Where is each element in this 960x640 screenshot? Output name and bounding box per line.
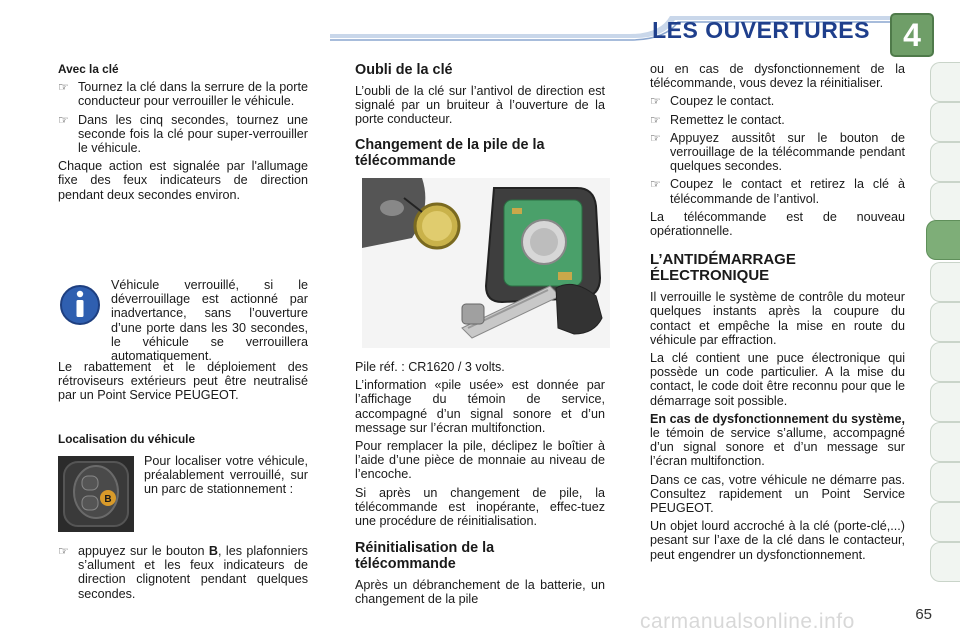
- reinit-step: [650, 177, 905, 205]
- chapter-tab[interactable]: [930, 182, 960, 222]
- chapter-tab[interactable]: [930, 142, 960, 182]
- chapter-tab[interactable]: [930, 262, 960, 302]
- battery-ref: Pile réf. : CR1620 / 3 volts.: [355, 360, 505, 374]
- finger-pointer-icon: ☞: [650, 177, 661, 192]
- immobiliser-text-4: Dans ce cas, votre véhicule ne démarre pas. Consultez rapidement un Point Service PEUGEOT.: [650, 472, 905, 516]
- immobiliser-text-5: Un objet lourd accroché à la clé (porte-clé,...) pesant sur l’axe de la clé dans le contacteur, peut engendrer un dysfonctionnement.: [650, 519, 905, 562]
- battery-text-1: L’information «pile usée» est donnée par l’affichage du témoin de service, accompagné d’un signal sonore et d’un message sur l’écran multifonction.: [355, 378, 605, 435]
- reinit-heading: Réinitialisation de la télécommande: [355, 540, 495, 573]
- battery-heading: Changement de la pile de la télécommande: [355, 136, 545, 169]
- immobiliser-text-2: La clé contient une puce électronique qui possède un code particulier. A la mise du contact, le code doit être reconnu pour que le démarrage soit possible.: [650, 351, 905, 408]
- chapter-tab[interactable]: [930, 302, 960, 342]
- finger-pointer-icon: ☞: [650, 112, 661, 127]
- left-column-top: [58, 62, 308, 206]
- finger-pointer-icon: ☞: [58, 80, 69, 95]
- reinit-done: La télécommande est de nouveau opérationnelle.: [650, 209, 905, 239]
- battery-text-3: Si après un changement de pile, la télécommande est inopérante, effec-tuez une procédure de réinitialisation.: [355, 485, 605, 529]
- step-text: Coupez le contact et retirez la clé à télécommande de l’antivol.: [670, 177, 905, 206]
- chapter-tab[interactable]: [930, 462, 960, 502]
- battery-text-2: Pour remplacer la pile, déclipez le boîtier à l’aide d’une pièce de monnaie au niveau de l’encoche.: [355, 439, 605, 482]
- bullet-text: Dans les cinq secondes, tournez une seconde fois la clé pour super-verrouiller le véhicule.: [78, 112, 308, 156]
- info-box: [111, 278, 308, 367]
- locate-text-box: [144, 454, 308, 501]
- locate-heading: Localisation du véhicule: [58, 432, 196, 446]
- key-bullet: [58, 113, 308, 156]
- step-text: Coupez le contact.: [670, 94, 775, 109]
- info-icon: [58, 283, 102, 327]
- key-bullet: [58, 80, 308, 108]
- mirrors-text: Le rabattement et le déploiement des rétroviseurs extérieurs peut être neutralisé par un Point Service PEUGEOT.: [58, 360, 308, 403]
- step-text: Remettez le contact.: [670, 112, 785, 127]
- chapter-tab[interactable]: [930, 62, 960, 102]
- chapter-tab[interactable]: [930, 422, 960, 462]
- key-heading: Avec la clé: [58, 62, 119, 76]
- chapter-number: 4: [903, 17, 921, 53]
- immobiliser-fault: En cas de dysfonctionnement du système, le témoin de service s’allume, accompagné d’un signal sonore et d’un message sur l’écran multifonction.: [650, 411, 905, 469]
- page-number: 65: [915, 606, 932, 623]
- finger-pointer-icon: ☞: [58, 544, 69, 558]
- chapter-tab[interactable]: [930, 542, 960, 582]
- key-note: Chaque action est signalée par l'allumage fixe des feux indicateurs de direction pendant deux secondes environ.: [58, 159, 308, 202]
- locate-text: Pour localiser votre véhicule, préalablement verrouillé, sur un parc de stationnement :: [144, 454, 308, 497]
- forgot-key-heading: Oubli de la clé: [355, 62, 453, 78]
- immobiliser-text-1: Il verrouille le système de contrôle du moteur quelques instants après la coupure du contact et empêche la mise en route du véhicule par effraction.: [650, 290, 905, 347]
- reinit-step: [650, 113, 905, 127]
- forgot-key-text: L’oubli de la clé sur l’antivol de direction est signalé par un bruiteur à l’ouverture de la porte conducteur.: [355, 84, 605, 127]
- reinit-continued: ou en cas de dysfonctionnement de la télécommande, vous devez la réinitialiser.: [650, 62, 905, 91]
- locate-section: [58, 432, 308, 450]
- right-column: [650, 62, 905, 566]
- chapter-tabs: [926, 62, 960, 622]
- reinit-step: [650, 94, 905, 108]
- svg-text:B: B: [104, 494, 112, 505]
- locate-bullet: ☞ appuyez sur le bouton B, les plafonniers s’allument et les feux indicateurs de direction clignotent pendant quelques secondes.: [58, 544, 308, 601]
- remote-key-battery-image: [362, 178, 610, 348]
- middle-column-bottom: [355, 360, 605, 611]
- reinit-step: [650, 131, 905, 174]
- chapter-tab[interactable]: [930, 102, 960, 142]
- finger-pointer-icon: ☞: [650, 94, 661, 109]
- chapter-tab-active[interactable]: [926, 220, 960, 260]
- button-b-label: B: [208, 544, 219, 558]
- step-text: Appuyez aussitôt sur le bouton de verrouillage de la télécommande pendant quelques secondes.: [670, 130, 905, 174]
- chapter-tab[interactable]: [930, 382, 960, 422]
- finger-pointer-icon: ☞: [650, 130, 661, 145]
- immobiliser-heading: L’ANTIDÉMARRAGE ÉLECTRONIQUE: [650, 251, 796, 285]
- chapter-tab[interactable]: [930, 502, 960, 542]
- middle-column-top: [355, 62, 605, 175]
- info-text: Véhicule verrouillé, si le déverrouillage est actionné par inadvertance, sans l’ouverture d’une porte dans les 30 secondes, le véhicule se verrouillera automatiquement.: [111, 278, 308, 364]
- finger-pointer-icon: ☞: [58, 112, 69, 127]
- reinit-text: Après un débranchement de la batterie, un changement de la pile: [355, 578, 605, 607]
- bullet-text: Tournez la clé dans la serrure de la porte conducteur pour verrouiller le véhicule.: [78, 80, 308, 109]
- remote-key-locate-image: [58, 456, 134, 532]
- chapter-tab[interactable]: [930, 342, 960, 382]
- mirrors-note: [58, 360, 308, 407]
- locate-bullet-box: [58, 544, 308, 605]
- page-title: LES OUVERTURES: [652, 17, 870, 43]
- watermark: carmanualsonline.info: [640, 610, 855, 633]
